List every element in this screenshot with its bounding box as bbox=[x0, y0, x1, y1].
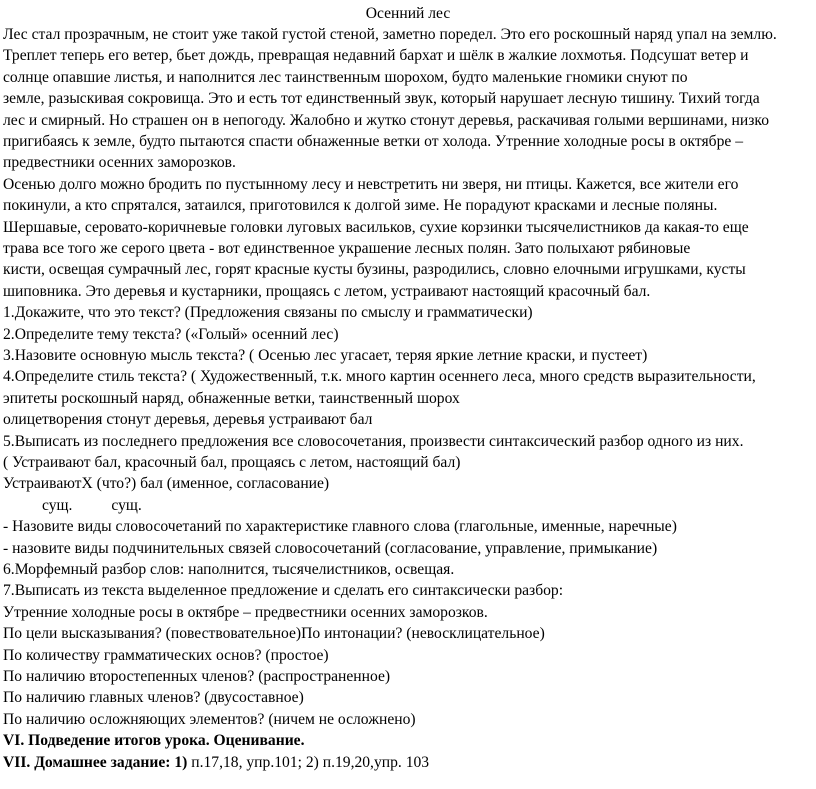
text-line: 1.Докажите, что это текст? (Предложения связаны по смыслу и грамматически) bbox=[3, 304, 533, 322]
text-line: олицетворения стонут деревья, деревья устраивают бал bbox=[3, 411, 373, 429]
text-line: ( Устраивают бал, красочный бал, прощаясь с летом, настоящий бал) bbox=[3, 454, 461, 471]
homework-line bbox=[3, 752, 429, 773]
text-line: трава все того же серого цвета - вот единственное украшение лесных полян. Зато полыхают рябиновые bbox=[3, 240, 691, 257]
text-line: сущ. сущ. bbox=[3, 496, 142, 514]
text-line: 6.Морфемный разбор слов: наполнится, тысячелистников, освещая. bbox=[3, 561, 455, 578]
text-line: Осенью долго можно бродить по пустынному лесу и невстретить ни зверя, ни птицы. Кажется, все жители его bbox=[3, 175, 739, 193]
homework-text: п.17,18, упр.101; 2) п.19,20,упр. 103 bbox=[187, 753, 430, 771]
text-line: покинули, а кто спрятался, затаился, приготовился к долгой зиме. Не порадуют красками и лесные поляны. bbox=[3, 197, 718, 215]
text-line: 7.Выписать из текста выделенное предложение и сделать его синтаксически разбор: bbox=[3, 582, 564, 600]
text-line: эпитеты роскошный наряд, обнаженные ветки, таинственный шорох bbox=[3, 389, 460, 407]
text-line: пригибаясь к земле, будто пытаются спасти обнаженные ветки от холода. Утренние холодные росы в октябре – bbox=[3, 133, 743, 150]
text-line: По наличию главных членов? (двусоставное) bbox=[3, 689, 304, 707]
summary-heading: VI. Подведение итогов урока. Оценивание. bbox=[3, 732, 305, 750]
text-line: По количеству грамматических основ? (простое) bbox=[3, 646, 329, 664]
text-line: УстраиваютХ (что?) бал (именное, согласование) bbox=[3, 475, 330, 493]
text-line: лес и смирный. Но страшен он в непогоду. Жалобно и жутко стонут деревья, раскачивая голыми вершинами, низко bbox=[3, 111, 769, 129]
text-line: Лес стал прозрачным, не стоит уже такой густой стеной, заметно поредел. Это его роскошный наряд упал на землю. bbox=[3, 26, 777, 43]
homework-label: VII. Домашнее задание: 1) bbox=[3, 753, 188, 771]
text-line: 5.Выписать из последнего предложения все словосочетания, произвести синтаксический разбор одного из них. bbox=[3, 432, 744, 450]
text-line: предвестники осенних заморозков. bbox=[3, 154, 236, 172]
text-line: Шершавые, серовато-коричневые головки луговых васильков, сухие корзинки тысячелистников да какая-то еще bbox=[3, 218, 749, 236]
text-line: Треплет теперь его ветер, бьет дождь, превращая недавний бархат и шёлк в жалкие лохмотья. Подсушат ветер и bbox=[3, 47, 749, 65]
text-line: По наличию осложняющих элементов? (ничем не осложнено) bbox=[3, 710, 416, 728]
text-line: - назовите виды подчинительных связей словосочетаний (согласование, управление, примыкание) bbox=[3, 539, 658, 557]
text-line: - Назовите виды словосочетаний по характеристике главного слова (глагольные, именные, наречные) bbox=[3, 518, 677, 536]
text-line: 2.Определите тему текста? («Голый» осенний лес) bbox=[3, 325, 339, 343]
text-line: По наличию второстепенных членов? (распространенное) bbox=[3, 668, 391, 685]
text-line: По цели высказывания? (повествовательное)По интонации? (невосклицательное) bbox=[3, 625, 545, 643]
text-line: шиповника. Это деревья и кустарники, прощаясь с летом, устраивают настоящий красочный бал. bbox=[3, 282, 651, 300]
document-title: Осенний лес bbox=[365, 5, 451, 22]
text-line: кисти, освещая сумрачный лес, горят красные кусты бузины, разродились, словно елочными игрушками, кусты bbox=[3, 261, 746, 279]
text-line: 3.Назовите основную мысль текста? ( Осенью лес угасает, теряя яркие летние краски, и пустеет) bbox=[3, 347, 648, 364]
text-line: солнце опавшие листья, и наполнится лес таинственным шорохом, будто маленькие гномики снуют по bbox=[3, 68, 688, 86]
text-line: земле, разыскивая сокровища. Это и есть тот единственный звук, который нарушает лесную тишину. Тихий тогда bbox=[3, 90, 760, 108]
text-line: 4.Определите стиль текста? ( Художественный, т.к. много картин осеннего леса, много средств выразительности, bbox=[3, 368, 756, 386]
text-line: Утренние холодные росы в октябре – предвестники осенних заморозков. bbox=[3, 603, 488, 621]
